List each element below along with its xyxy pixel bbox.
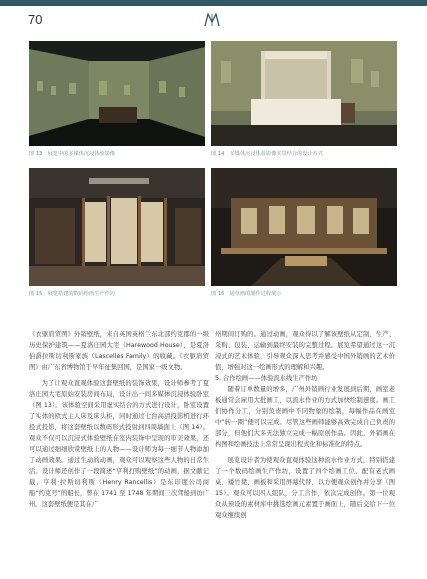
- figure-16-caption: 图 16 通草画的制作过程展示: [211, 291, 282, 297]
- figure-13-photo: [29, 41, 205, 146]
- header-bar: [0, 0, 427, 6]
- figure-15-photo: [29, 168, 205, 286]
- body-paragraph: 《衣躯肩贸图》外销壁纸，来自英国英格兰东北部约克郡的一级历史保护建筑——夏洛庄园大宅（Harewood House），是夏洛伯爵拉斯切利斯家族（Lascelles Family）的收藏。《衣躯肩贸图》由广东省博物馆于早年征集回国，是国家一级文物。: [29, 331, 209, 371]
- figure-15-caption: 图 15 展览搭建的数码绘画生产作坊: [29, 291, 116, 297]
- m-logo-icon: [204, 13, 220, 27]
- body-text-left-column: [29, 329, 209, 510]
- figure-16-photo: [211, 168, 397, 286]
- figure-14-caption: 图 14 多媒体沉浸体验影像实景结合的设计方式: [211, 151, 324, 157]
- body-text-right-column: [215, 329, 395, 521]
- page-number: 70: [28, 12, 43, 27]
- body-paragraph: 随着订单数量的增多，广州外销画行业发展到后期，画室老板通常会雇用大批画工，以流水作业的方式加快绘制速度。画工们协作分工，分别负责画中不同物象的绘制，每幅作品在画室中“转一圈”便可以完成。尽管这些画师能够高效完成自己负责的部分，但他们大多无法独立完成一幅原创作品。因此，外销画在构图和绘画技法上常常呈现出程式化和标准化的特点。: [215, 386, 395, 448]
- section-heading: 5. 合作绘画——体验流水线生产作坊: [215, 375, 318, 382]
- body-paragraph: 展览设计者为使观众直观体验这种流水作业方式，特别搭建了一个数码绘画生产作坊，设置了四个绘画工位，配有老式画桌、矮竹凳、画板和采用屏幕代替，以方便观众创作并分享（图 15）。观众可以四人组队，分工合作，依次完成创作。第一位观众从预设的素材库中挑选绘画元素置于画面上，随后交给下一位观众继续创: [215, 457, 395, 519]
- figure-13-caption: 图 13 展览中的多媒体沉浸体验影像: [29, 151, 116, 157]
- figure-14-photo: [211, 41, 397, 146]
- body-paragraph: 为了让观众直观体验这套壁纸的装饰效果，设计师参考了夏洛庄园大宅原始安装房间布局，设计出一间多媒体沉浸体验卧室（图 13）。该体验空间采用虚实结合的方式进行设计，卧室设置了实体的欧式主人床及床头柜，同时通过七台高清投影机进行环投式投影，将这套壁纸以数码形式投射到四周墙面上（图 14）。观众不仅可以沉浸式体验壁纸在室内装饰中呈现的审美效果，还可以通过细细欣赏壁纸上的人物——设计师为每一细节人物添加了动画效果。通过生动的动画，观众可以观察这些人物的日常生活。设计师还创作了一段简述“亨利打购壁纸”的动画，据文献记载，亨利·拉斯切利斯（Henry Rancellis）是东印度公司商船“约克号”的船长，曾在 1741 至 1748 年期间三次驾船到访广州。这套壁纸便是其在广: [29, 380, 209, 508]
- body-paragraph: 州期间订购的。通过动画，观众得以了解该壁纸从定制、生产、采购、包装、运输到最终安装的完整过程。展览希望通过这一沉浸式的艺术体验，引导观众深入思考并感受中国外销画的艺术价值，增强对这一绘画形式的理解和兴趣。: [215, 331, 395, 371]
